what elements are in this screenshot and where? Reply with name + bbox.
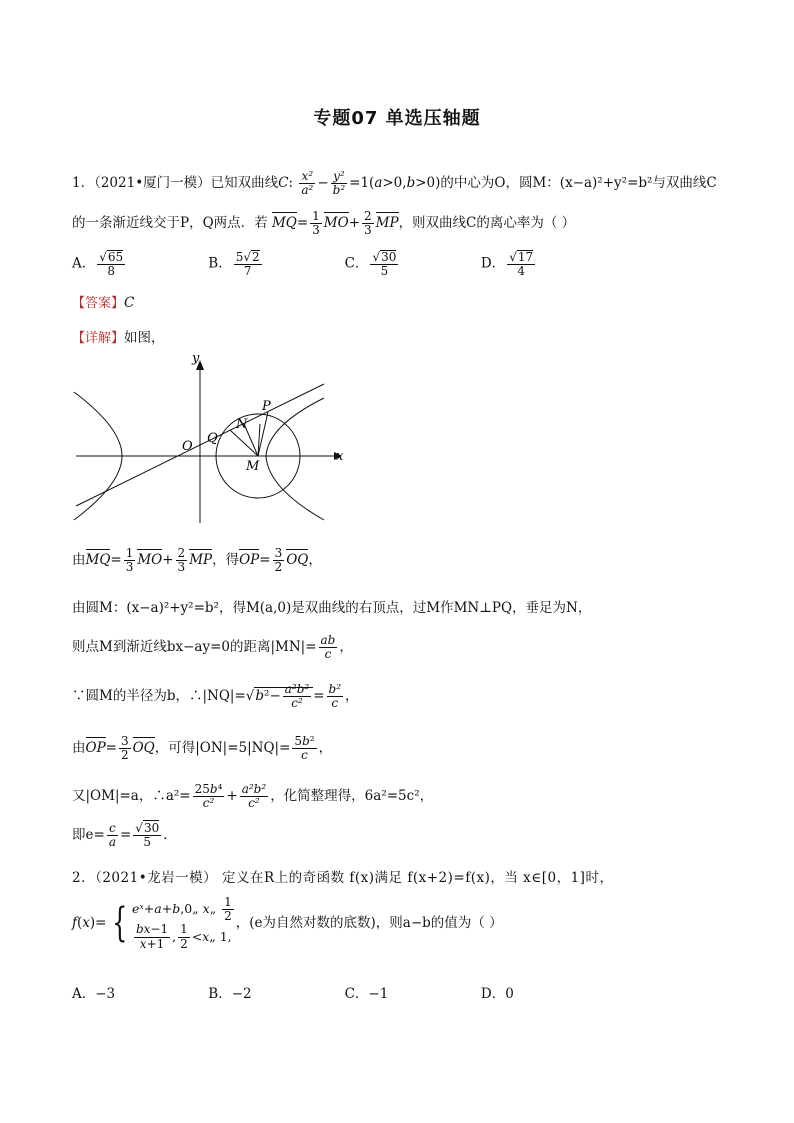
label-o: O — [182, 439, 193, 454]
q1-detail — [72, 326, 165, 346]
q2-option-a: A．−3 — [72, 986, 116, 1002]
label-q: Q — [207, 431, 218, 446]
q1-line2: 的一条渐近线交于P，Q两点．若 MQ= $\frac{1}{3}$ MO+ $\frac{2}{3}$ MP，则双曲线C的离心率为（ ） — [72, 209, 576, 238]
sol-line3: 则点M到渐近线bx−ay=0的距离|MN|= $\frac{ab}{c}$ ， — [72, 633, 353, 662]
q1-prefix: 1．（2021•厦门一模）已知双曲线 — [72, 175, 279, 192]
detail-label: 【详解】 — [72, 331, 125, 346]
q2-option-d: D．0 — [480, 986, 514, 1002]
q1-option-d: D． $\frac{√17}{4}$ — [480, 250, 534, 279]
q2-line1: 2．（2021•龙岩一模） 定义在R上的奇函数 f(x)满足 f(x+2)=f(x)，当 x∈[0，1]时， — [72, 870, 614, 886]
q1-option-a: A． $\frac{√65}{8}$ — [72, 250, 124, 279]
sol-line1: 由MQ= $\frac{1}{3}$ MO+ $\frac{2}{3}$ MP，得OP= $\frac{3}{2}$ OQ， — [72, 546, 322, 575]
hyperbola-figure — [72, 348, 352, 528]
sol-line5: 由OP= $\frac{3}{2}$ OQ，可得|ON|=5|NQ|= $\frac{\text{5b²}}{c}$ ， — [72, 734, 333, 763]
q2-tail: ，(e为自然对数的底数)，则a−b的值为（ ） — [235, 914, 503, 931]
q2-options — [72, 982, 514, 1002]
q1-options — [72, 250, 537, 278]
label-y: y — [192, 351, 200, 366]
sol-line7: 即e= $\frac{c}{a}$ = $\frac{√30}{5}$ ． — [72, 821, 177, 850]
answer-label: 【答案】 — [72, 296, 125, 311]
label-m: M — [246, 459, 260, 474]
q1-line2-tail: ，则双曲线C的离心率为（ ） — [398, 215, 576, 232]
label-n: N — [236, 417, 248, 432]
q1-option-c: C． $\frac{√30}{5}$ — [344, 250, 397, 279]
answer-value: C — [124, 295, 135, 311]
sol-line6: 又|OM|=a，∴a²= $\frac{\text{25b⁴}}{\text{c²}}$ + $\frac{\text{a²b²}}{\text{c²}}$ ，化简整理得，6a²=5c²， — [72, 782, 434, 811]
label-p: P — [262, 399, 271, 414]
q1-answer — [72, 292, 134, 311]
q1-line1-tail: 的中心为O，圆M：(x−a)²+y²=b²与双曲线C — [440, 175, 717, 192]
page-title: 专题07 单选压轴题 — [313, 108, 481, 129]
q1-line1: 1．（2021•厦门一模）已知双曲线C: $\frac{\text{x²}}{\text{a²}}$ − $\frac{\text{y²}}{\text{b²}}$ =1(a>0,b>0)的中心为O，圆M：(x−a)²+y²=b²与双曲线C — [72, 169, 717, 198]
q2-option-c: C．−1 — [344, 986, 389, 1002]
sol-line4: ∵圆M的半径为b，∴|NQ|=√b²− $\frac{\text{a²b²}}{\text{c²}}$ = $\frac{\text{b²}}{c}$ ， — [72, 682, 359, 711]
q1-line2-text: 的一条渐近线交于P，Q两点．若 — [72, 215, 268, 232]
label-x: x — [336, 449, 344, 464]
q1-option-b: B． $\frac{5√2}{7}$ — [208, 250, 260, 279]
q2-line2: f(x)= { eˣ+a+b,0„ x„ $\frac{1}{2}$ $\frac{bx-1}{x+1}$ , $\frac{1}{2}$ <x„ 1,，(e为自然对数的底数)，则a−b的值为（ ） — [72, 895, 503, 951]
q2-option-b: B．−2 — [208, 986, 252, 1002]
detail-intro: 如图， — [124, 330, 165, 346]
sol-line2: 由圆M：(x−a)²+y²=b²，得M(a,0)是双曲线的右顶点，过M作MN⊥PQ，垂足为N， — [72, 600, 592, 616]
